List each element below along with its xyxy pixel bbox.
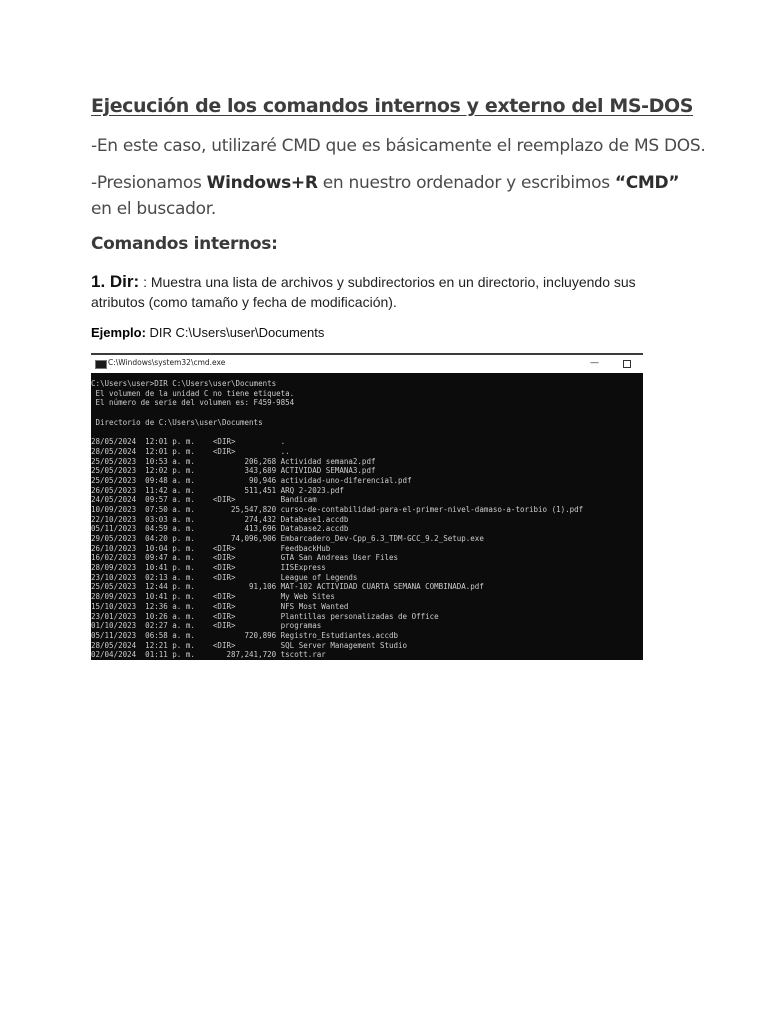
cmd-output-line: 02/04/2024 01:11 p. m. 287,241,720 tscott.rar: [91, 650, 326, 660]
cmd-output-line: 05/11/2023 04:59 a. m. 413,696 Database2.accdb: [91, 524, 349, 534]
cmd-output-line: Directorio de C:\Users\user\Documents: [91, 417, 263, 427]
instruction-text-before: -Presionamos: [91, 173, 207, 193]
instruction-text-middle: en nuestro ordenador y escribimos: [317, 173, 615, 193]
cmd-output-line: 28/09/2023 10:41 p. m. <DIR> IISExpress: [91, 563, 326, 573]
cmd-output-line: 23/10/2023 02:13 a. m. <DIR> League of Legends: [91, 572, 358, 582]
cmd-output-line: 10/09/2023 07:50 a. m. 25,547,820 curso-de-contabilidad-para-el-primer-nivel-damaso-a-toribio (1).pdf: [91, 504, 584, 514]
cmd-output-line: 25/05/2023 12:02 p. m. 343,689 ACTIVIDAD SEMANA3.pdf: [91, 466, 376, 476]
dir-item: [91, 272, 691, 312]
cmd-output-line: 28/05/2024 12:01 p. m. <DIR> .: [91, 437, 286, 447]
cmd-output-line: 26/10/2023 10:04 p. m. <DIR> FeedbackHub: [91, 543, 331, 553]
cmd-output-line: 23/01/2023 10:26 a. m. <DIR> Plantillas personalizadas de Office: [91, 611, 439, 621]
cmd-output-line: 25/05/2023 09:48 a. m. 90,946 actividad-uno-diferencial.pdf: [91, 475, 412, 485]
instruction-text-after: en el buscador.: [91, 199, 216, 219]
cmd-output-line: [91, 427, 643, 437]
cmd-output-line: 29/05/2023 04:20 p. m. 74,096,906 Embarcadero_Dev-Cpp_6.3_TDM-GCC_9.2_Setup.exe: [91, 534, 484, 543]
cmd-output-line: 26/05/2023 11:42 a. m. 511,451 ARQ 2-2023.pdf: [91, 485, 344, 495]
cmd-output-line: 15/10/2023 12:36 a. m. <DIR> NFS Most Wanted: [91, 601, 349, 611]
cmd-output-line: 28/05/2024 12:01 p. m. <DIR> ..: [91, 446, 290, 456]
cmd-output-line: C:\Users\user>DIR C:\Users\user\Documents: [91, 379, 277, 388]
cmd-output-line: 16/02/2023 09:47 a. m. <DIR> GTA San Andreas User Files: [91, 553, 399, 563]
cmd-screenshot: [91, 353, 643, 660]
dir-item-label: 1. Dir:: [91, 272, 140, 291]
cmd-output-line: 25/05/2023 12:44 p. m. 91,106 MAT-102 ACTIVIDAD CUARTA SEMANA COMBINADA.pdf: [91, 582, 484, 592]
dir-item-description: : Muestra una lista de archivos y subdirectorios en un directorio, incluyendo sus atributos (como tamaño y fecha de modificación).: [91, 274, 636, 310]
cmd-output-line: 25/05/2023 10:53 a. m. 206,268 Actividad semana2.pdf: [91, 456, 376, 466]
instruction-cmd: “CMD”: [614, 173, 680, 193]
cmd-output: [91, 379, 643, 660]
cmd-output-line: El número de serie del volumen es: F459-9854: [91, 398, 295, 408]
example-text: DIR C:\Users\user\Documents: [145, 325, 325, 340]
cmd-output-line: 01/10/2023 02:27 a. m. <DIR> programas: [91, 621, 322, 631]
cmd-output-line: El volumen de la unidad C no tiene etiqueta.: [91, 388, 295, 398]
cmd-output-line: [91, 408, 643, 418]
cmd-titlebar: [91, 353, 643, 373]
cmd-output-line: 22/10/2023 03:03 a. m. 274,432 Database1.accdb: [91, 514, 349, 524]
example-label: Ejemplo:: [91, 325, 146, 340]
cmd-output-line: 28/05/2024 12:21 p. m. <DIR> SQL Server Management Studio: [91, 640, 408, 650]
terminal-icon: [95, 360, 107, 369]
minimize-icon: —: [590, 358, 599, 368]
cmd-output-line: 24/05/2024 09:57 a. m. <DIR> Bandicam: [91, 495, 317, 505]
cmd-output-line: 05/11/2023 06:58 a. m. 720,896 Registro_Estudiantes.accdb: [91, 630, 399, 640]
example-line: [91, 325, 324, 340]
intro-paragraph: -En este caso, utilizaré CMD que es básicamente el reemplazo de MS DOS.: [91, 136, 706, 156]
maximize-icon: [623, 360, 631, 368]
instruction-keys: Windows+R: [206, 173, 318, 193]
instruction-paragraph: [91, 170, 681, 222]
cmd-output-line: 28/09/2023 10:41 p. m. <DIR> My Web Sites: [91, 592, 335, 602]
page-title: Ejecución de los comandos internos y externo del MS-DOS: [91, 95, 694, 117]
section-heading: Comandos internos:: [91, 234, 278, 254]
cmd-window-title: C:\Windows\system32\cmd.exe: [108, 358, 226, 367]
